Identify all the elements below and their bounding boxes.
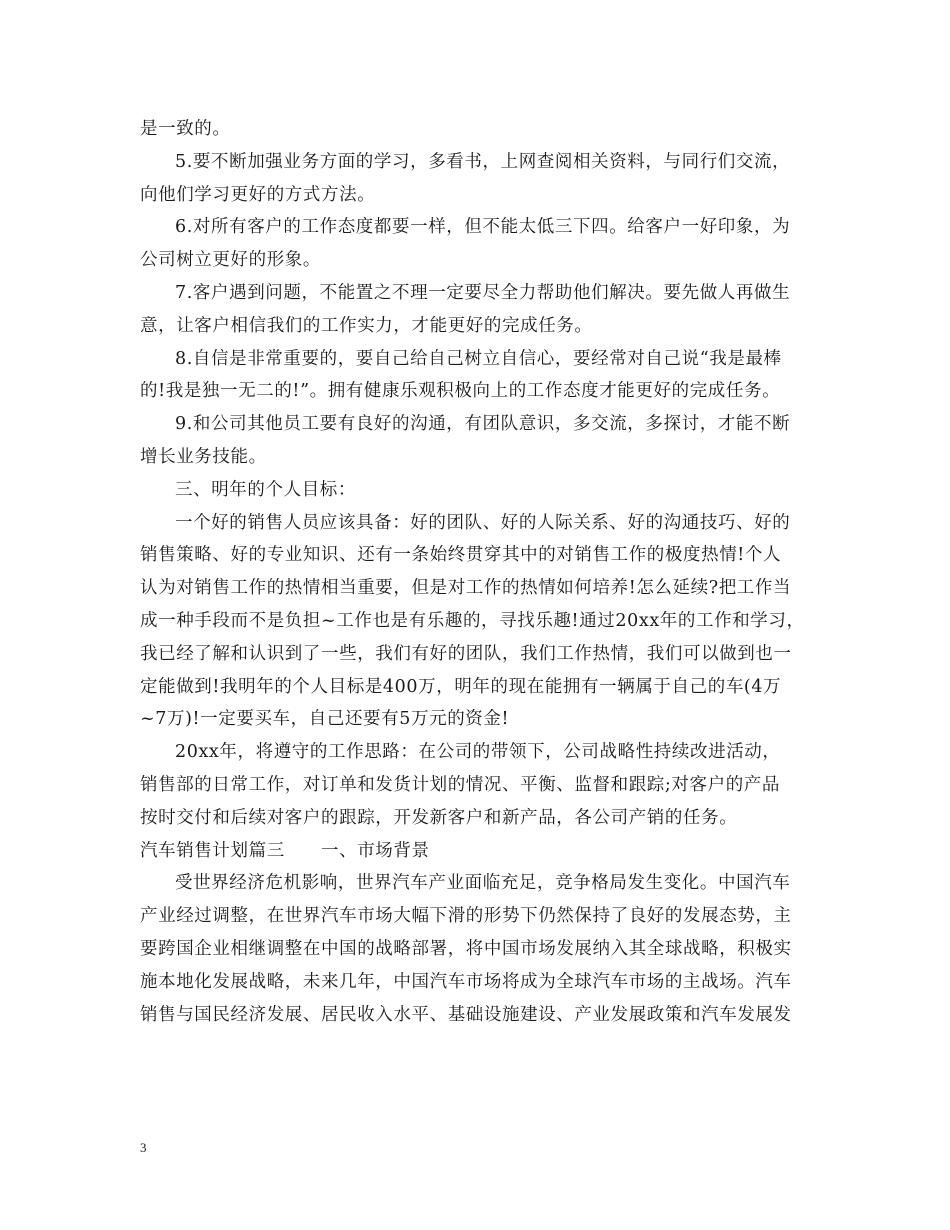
text-line: 公司树立更好的形象。 (140, 250, 321, 271)
text-line: 意，让客户相信我们的工作实力，才能更好的完成任务。 (140, 315, 593, 336)
text-line: 7.客户遇到问题，不能置之不理一定要尽全力帮助他们解决。要先做人再做生 (175, 282, 791, 303)
page-number: 3 (140, 1140, 147, 1155)
text-line: 增长业务技能。 (140, 446, 267, 467)
text-line: 施本地化发展战略，未来几年，中国汽车市场将成为全球汽车市场的主战场。汽车 (140, 971, 792, 992)
text-line: 5.要不断加强业务方面的学习，多看书，上网查阅相关资料，与同行们交流， (175, 151, 791, 172)
text-line: 的!我是独一无二的!”。拥有健康乐观积极向上的工作态度才能更好的完成任务。 (140, 381, 781, 402)
body-text (140, 113, 816, 1031)
text-line: 产业经过调整，在世界汽车市场大幅下滑的形势下仍然保持了良好的发展态势，主 (140, 906, 792, 927)
text-line: 认为对销售工作的热情相当重要，但是对工作的热情如何培养!怎么延续?把工作当 (140, 578, 792, 599)
text-line: ~7万)!一定要买车，自己还要有5万元的资金! (140, 709, 510, 730)
text-line: 销售与国民经济发展、居民收入水平、基础设施建设、产业发展政策和汽车发展发 (140, 1004, 792, 1025)
text-line: 8.自信是非常重要的，要自己给自己树立自信心，要经常对自己说“我是最棒 (175, 348, 782, 369)
text-line: 20xx年，将遵守的工作思路：在公司的带领下，公司战略性持续改进活动， (175, 742, 781, 763)
text-line: 6.对所有客户的工作态度都要一样，但不能太低三下四。给客户一好印象，为 (175, 217, 791, 238)
text-line: 按时交付和后续对客户的跟踪，开发新客户和新产品，各公司产销的任务。 (140, 807, 738, 828)
text-line: 向他们学习更好的方式方法。 (140, 184, 376, 205)
text-line: 定能做到!我明年的个人目标是400万，明年的现在能拥有一辆属于自己的车(4万 (140, 676, 782, 697)
text-line: 销售部的日常工作，对订单和发货计划的情况、平衡、监督和跟踪;对客户的产品 (140, 774, 780, 795)
text-line: 受世界经济危机影响，世界汽车产业面临充足，竞争格局发生变化。中国汽车 (175, 873, 791, 894)
text-line: 9.和公司其他员工要有良好的沟通，有团队意识，多交流，多探讨，才能不断 (175, 414, 791, 435)
text-line: 要跨国企业相继调整在中国的战略部署，将中国市场发展纳入其全球战略，积极实 (140, 938, 792, 959)
text-line: 销售策略、好的专业知识、还有一条始终贯穿其中的对销售工作的极度热情!个人 (140, 545, 782, 566)
text-line: 一个好的销售人员应该具备：好的团队、好的人际关系、好的沟通技巧、好的 (175, 512, 791, 533)
text-line: 我已经了解和认识到了一些，我们有好的团队，我们工作热情，我们可以做到也一 (140, 643, 792, 664)
text-line: 成一种手段而不是负担~工作也是有乐趣的，寻找乐趣!通过20xx年的工作和学习， (140, 610, 805, 631)
text-line: 汽车销售计划篇三 一、市场背景 (140, 840, 430, 861)
text-line: 三、明年的个人目标： (175, 479, 356, 500)
text-line: 是一致的。 (140, 119, 231, 139)
